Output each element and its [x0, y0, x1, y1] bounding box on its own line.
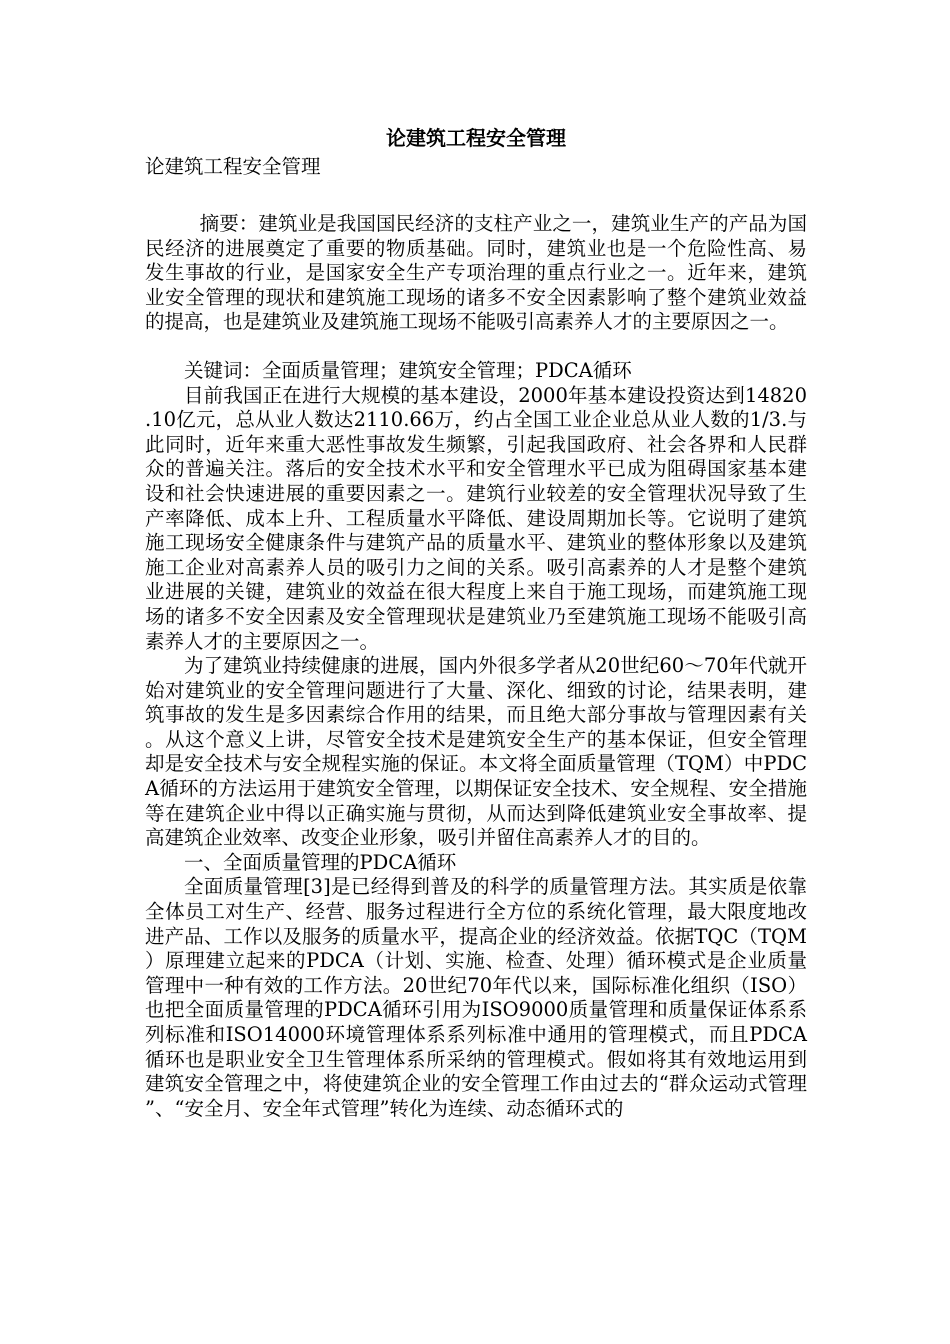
- abstract-paragraph: 摘要：建筑业是我国国民经济的支柱产业之一，建筑业生产的产品为国民经济的进展奠定了重要的物质基础。同时，建筑业也是一个危险性高、易发生事故的行业，是国家安全生产专项治理的重点行业之一。近年来，建筑业安全管理的现状和建筑施工现场的诸多不安全因素影响了整个建筑业效益的提高，也是建筑业及建筑施工现场不能吸引高素养人才的主要原因之一。: [145, 212, 807, 334]
- section-heading: 一、全面质量管理的PDCA循环: [184, 850, 457, 874]
- body-paragraph-1: 目前我国正在进行大规模的基本建设，2000年基本建设投资达到14820.10亿元，总从业人数达2110.66万，约占全国工业企业总从业人数的1/3.与此同时，近年来重大恶性事故发生频繁，引起我国政府、社会各界和人民群众的普遍关注。落后的安全技术水平和安全管理水平已成为阻碍国家基本建设和社会快速进展的重要因素之一。建筑行业较差的安全管理状况导致了生产率降低、成本上升、工程质量水平降低、建设周期加长等。它说明了建筑施工现场安全健康条件与建筑产品的质量水平、建筑业的整体形象以及建筑施工企业对高素养人员的吸引力之间的关系。吸引高素养的人才是整个建筑业进展的关键，建筑业的效益在很大程度上来自于施工现场，而建筑施工现场的诸多不安全因素及安全管理现状是建筑业乃至建筑施工现场不能吸引高素养人才的主要原因之一。: [145, 383, 807, 653]
- body-paragraph-2: 为了建筑业持续健康的进展，国内外很多学者从20世纪60～70年代就开始对建筑业的安全管理问题进行了大量、深化、细致的讨论，结果表明，建筑事故的发生是多因素综合作用的结果，而且绝大部分事故与管理因素有关。从这个意义上讲，尽管安全技术是建筑安全生产的基本保证，但安全管理却是安全技术与安全规程实施的保证。本文将全面质量管理（TQM）中PDCA循环的方法运用于建筑安全管理，以期保证安全技术、安全规程、安全措施等在建筑企业中得以正确实施与贯彻，从而达到降低建筑业安全事故率、提高建筑企业效率、改变企业形象，吸引并留住高素养人才的目的。: [145, 654, 807, 850]
- section-paragraph: 全面质量管理[3]是已经得到普及的科学的质量管理方法。其实质是依靠全体员工对生产、经营、服务过程进行全方位的系统化管理，最大限度地改进产品、工作以及服务的质量水平，提高企业的经济效益。依据TQC（TQM）原理建立起来的PDCA（计划、实施、检查、处理）循环模式是企业质量管理中一种有效的工作方法。20世纪70年代以来，国际标准化组织（ISO）也把全面质量管理的PDCA循环引用为ISO9000质量管理和质量保证体系系列标准和ISO14000环境管理体系系列标准中通用的管理模式，而且PDCA循环也是职业安全卫生管理体系所采纳的管理模式。假如将其有效地运用到建筑安全管理之中，将使建筑企业的安全管理工作由过去的“群众运动式管理”、“安全月、安全年式管理”转化为连续、动态循环式的: [145, 875, 807, 1120]
- keywords-line: 关键词：全面质量管理；建筑安全管理；PDCA循环: [184, 358, 632, 382]
- document-subtitle: 论建筑工程安全管理: [145, 155, 321, 178]
- document-page: [145, 123, 807, 1121]
- document-title: 论建筑工程安全管理: [386, 126, 566, 150]
